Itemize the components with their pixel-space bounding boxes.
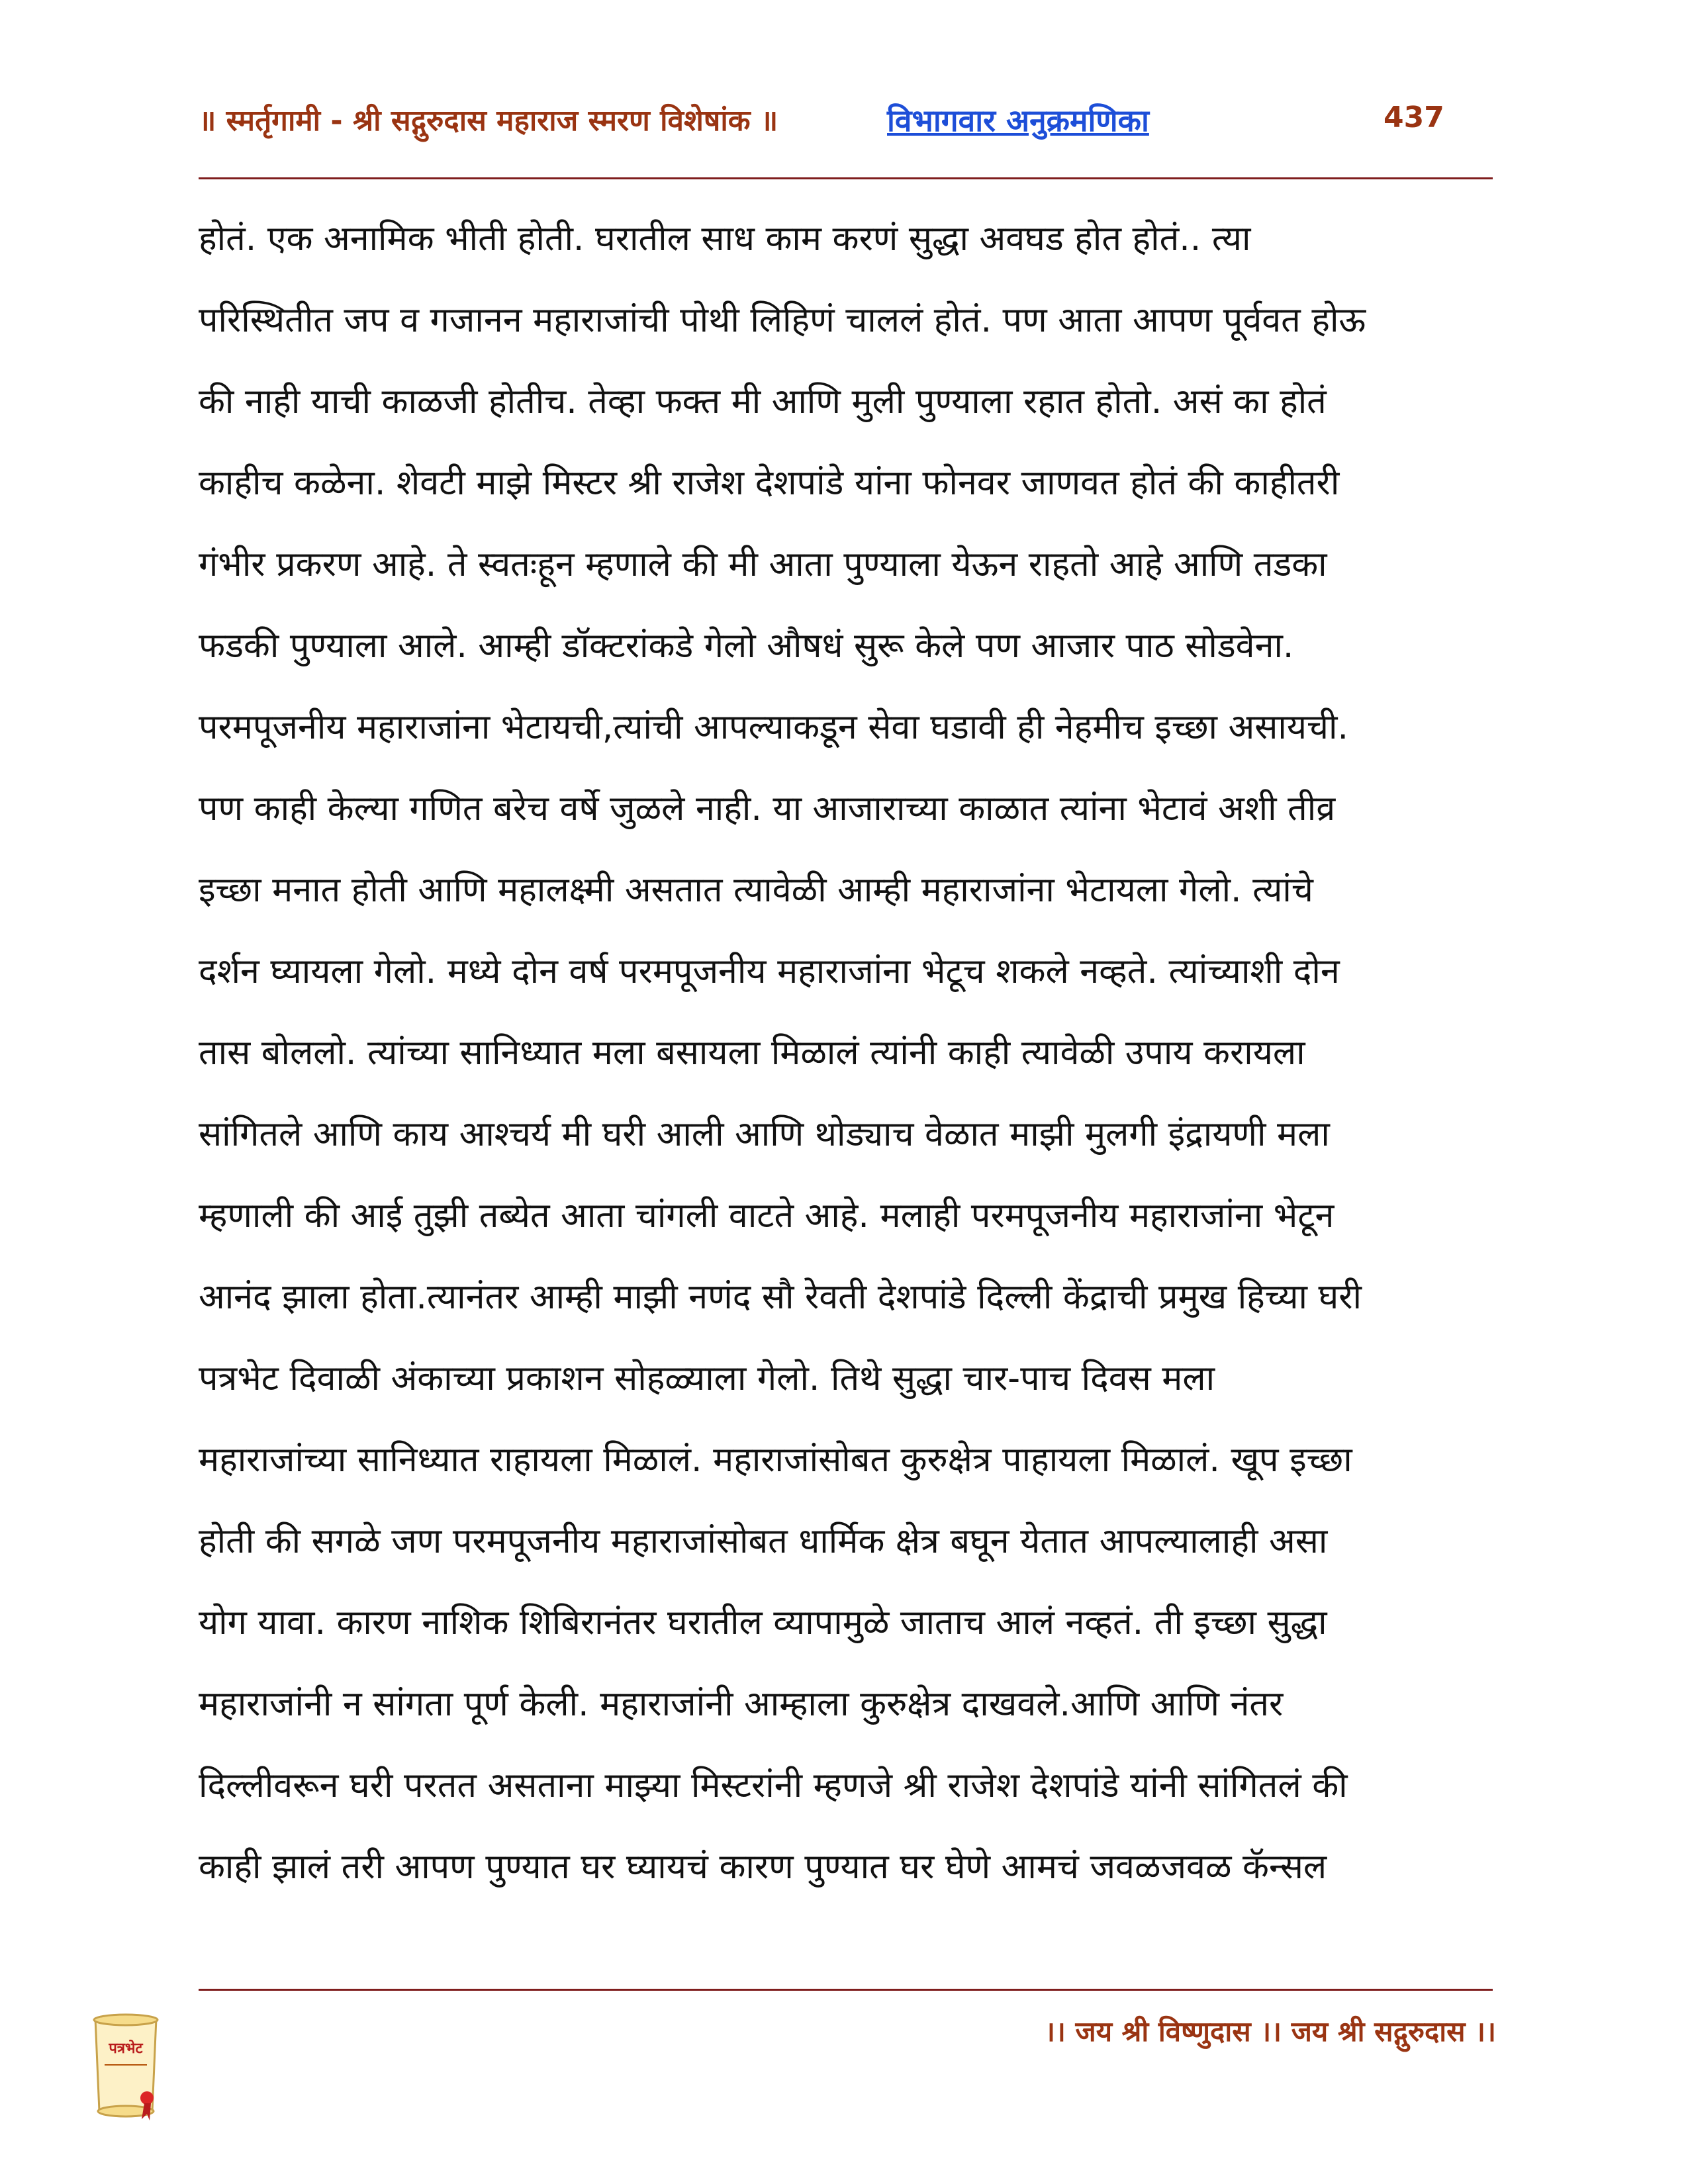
index-link[interactable]: विभागवार अनुक्रमणिका bbox=[887, 103, 1149, 138]
body-line: दिल्लीवरून घरी परतत असताना माझ्या मिस्टरांनी म्हणजे श्री राजेश देशपांडे यांनी सांगितलं की bbox=[199, 1766, 1348, 1805]
page-number: 437 bbox=[1383, 101, 1444, 134]
body-line: इच्छा मनात होती आणि महालक्ष्मी असतात त्यावेळी आम्ही महाराजांना भेटायला गेलो. त्यांचे bbox=[199, 870, 1313, 910]
footer-text: ।। जय श्री विष्णुदास ।। जय श्री सद्गुरुदास ।। bbox=[1045, 2015, 1496, 2048]
body-line: सांगितले आणि काय आश्चर्य मी घरी आली आणि थोड्याच वेळात माझी मुलगी इंद्रायणी मला bbox=[199, 1115, 1330, 1154]
logo-text: पत्रभेट bbox=[109, 2040, 143, 2057]
patrabhet-logo bbox=[86, 2012, 165, 2124]
body-line: दर्शन घ्यायला गेलो. मध्ये दोन वर्ष परमपूजनीय महाराजांना भेटूच शकले नव्हते. त्यांच्याशी दोन bbox=[199, 952, 1340, 991]
header-divider bbox=[199, 177, 1493, 179]
body-line: काही झालं तरी आपण पुण्यात घर घ्यायचं कारण पुण्यात घर घेणे आमचं जवळजवळ कॅन्सल bbox=[199, 1847, 1327, 1887]
body-line: पण काही केल्या गणित बरेच वर्षे जुळले नाही. या आजाराच्या काळात त्यांना भेटावं अशी तीव्र bbox=[199, 789, 1336, 829]
body-line: महाराजांनी न सांगता पूर्ण केली. महाराजांनी आम्हाला कुरुक्षेत्र दाखवले.आणि आणि नंतर bbox=[199, 1684, 1284, 1724]
body-line: महाराजांच्या सानिध्यात राहायला मिळालं. महाराजांसोबत कुरुक्षेत्र पाहायला मिळालं. खूप इच्छा bbox=[199, 1440, 1352, 1480]
body-line: तास बोललो. त्यांच्या सानिध्यात मला बसायला मिळालं त्यांनी काही त्यावेळी उपाय करायला bbox=[199, 1033, 1305, 1073]
body-line: म्हणाली की आई तुझी तब्येत आता चांगली वाटते आहे. मलाही परमपूजनीय महाराजांना भेटून bbox=[199, 1196, 1335, 1236]
body-line: आनंद झाला होता.त्यानंतर आम्ही माझी नणंद सौ रेवती देशपांडे दिल्ली केंद्राची प्रमुख हिच्या घरी bbox=[199, 1277, 1362, 1317]
body-line: की नाही याची काळजी होतीच. तेव्हा फक्त मी आणि मुली पुण्याला रहात होतो. असं का होतं bbox=[199, 382, 1327, 422]
body-line: परमपूजनीय महाराजांना भेटायची,त्यांची आपल्याकडून सेवा घडावी ही नेहमीच इच्छा असायची. bbox=[199, 707, 1349, 747]
body-line: काहीच कळेना. शेवटी माझे मिस्टर श्री राजेश देशपांडे यांना फोनवर जाणवत होतं की काहीतरी bbox=[199, 463, 1340, 503]
header-title: ॥ स्मर्तृगामी - श्री सद्गुरुदास महाराज स्मरण विशेषांक ॥ bbox=[199, 104, 778, 138]
body-line: योग यावा. कारण नाशिक शिबिरानंतर घरातील व्यापामुळे जाताच आलं नव्हतं. ती इच्छा सुद्धा bbox=[199, 1603, 1327, 1643]
scroll-icon bbox=[86, 2012, 165, 2124]
body-text bbox=[199, 199, 1489, 1908]
body-line: होतं. एक अनामिक भीती होती. घरातील साध काम करणं सुद्धा अवघड होत होतं.. त्या bbox=[199, 219, 1251, 259]
body-line: फडकी पुण्याला आले. आम्ही डॉक्टरांकडे गेलो औषधं सुरू केले पण आजार पाठ सोडवेना. bbox=[199, 626, 1294, 666]
body-line: होती की सगळे जण परमपूजनीय महाराजांसोबत धार्मिक क्षेत्र बघून येतात आपल्यालाही असा bbox=[199, 1522, 1328, 1561]
body-line: गंभीर प्रकरण आहे. ते स्वतःहून म्हणाले की मी आता पुण्याला येऊन राहतो आहे आणि तडका bbox=[199, 545, 1327, 584]
page-header bbox=[199, 99, 1483, 152]
body-line: परिस्थितीत जप व गजानन महाराजांची पोथी लिहिणं चाललं होतं. पण आता आपण पूर्ववत होऊ bbox=[199, 300, 1366, 340]
body-line: पत्रभेट दिवाळी अंकाच्या प्रकाशन सोहळ्याला गेलो. तिथे सुद्धा चार-पाच दिवस मला bbox=[199, 1359, 1215, 1398]
footer-divider bbox=[199, 1989, 1493, 1991]
